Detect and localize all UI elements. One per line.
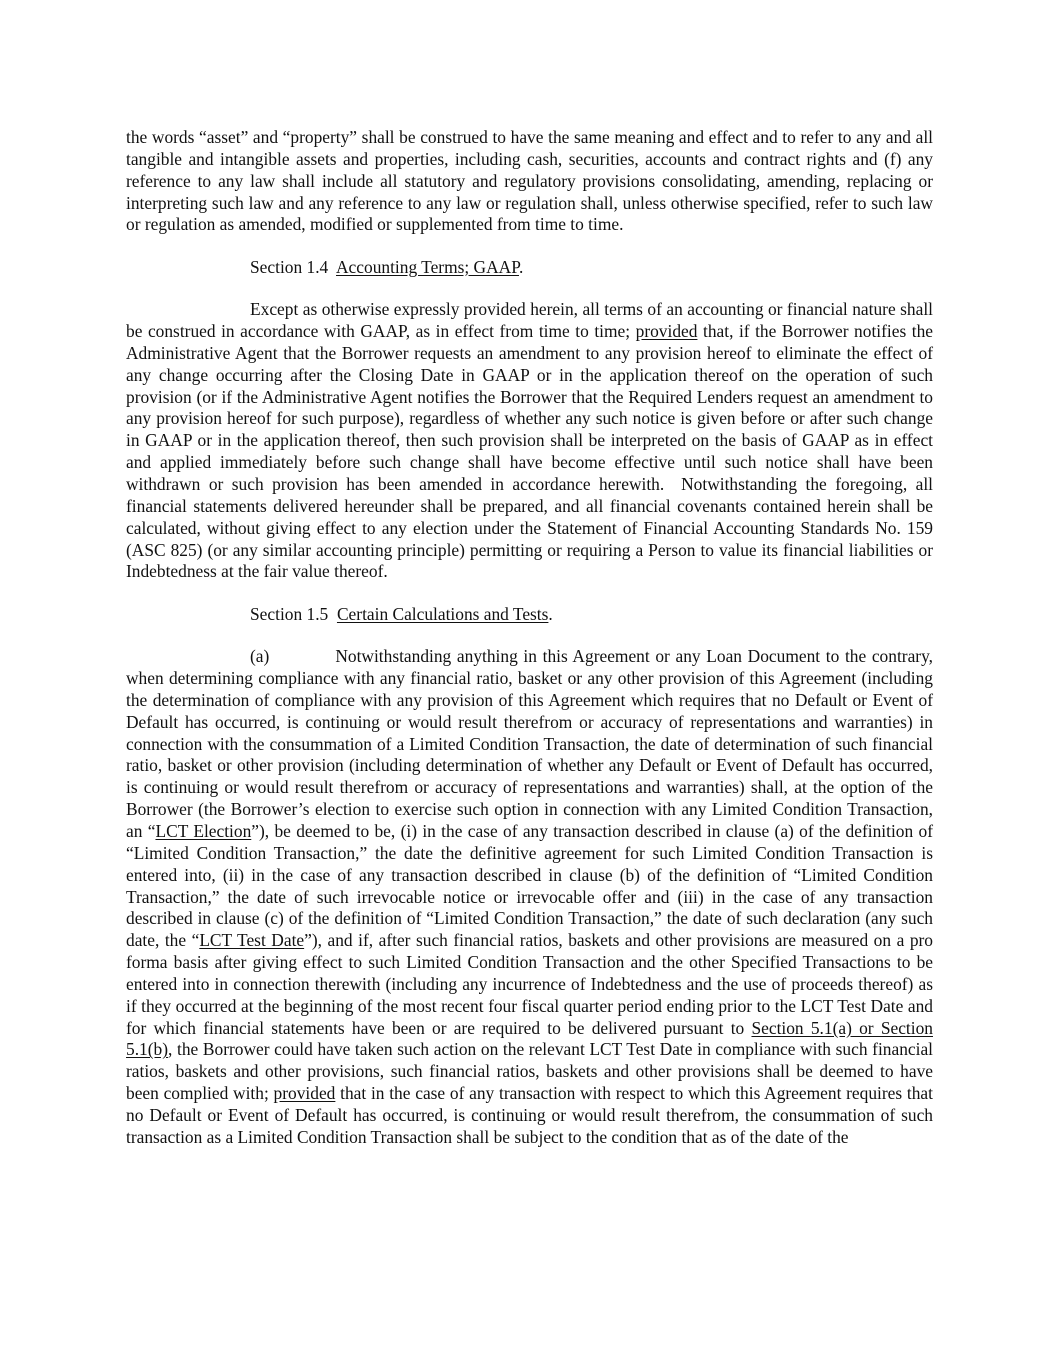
section-1-5-heading bbox=[250, 604, 933, 626]
section-1-5-clause-a bbox=[126, 646, 933, 1148]
clause-a-part-2: ”), be deemed to be, (i) in the case of any transaction described in clause (a) of the definition of “Limited Condition Transaction,” the date the definitive agreement for such Limited Condition Transaction is entered into, (ii) in the case of any transaction described in clause (b) of the definition of “Limited Condition Transaction,” the date of such irrevocable notice or irrevocable offer and (iii) in the case of any transaction described in clause (c) of the definition of “Limited Condition Transaction,” the date of such declaration (any such date, the “ bbox=[126, 821, 933, 951]
lct-test-date-term: LCT Test Date bbox=[199, 930, 305, 951]
section-1-4-number: Section 1.4 bbox=[250, 256, 329, 277]
section-1-5-number: Section 1.5 bbox=[250, 603, 329, 624]
section-1-5-title: Certain Calculations and Tests bbox=[336, 603, 549, 624]
section-1-4-body bbox=[126, 299, 933, 583]
clause-a-provided: provided bbox=[273, 1083, 336, 1104]
section-1-4-heading bbox=[250, 257, 933, 279]
clause-a-part-1: Notwithstanding anything in this Agreement or any Loan Document to the contrary, when determining compliance with any financial ratio, basket or any other provision of this Agreement (including the determination of compliance with any provision of this Agreement which requires that no Default or Event of Default has occurred, is continuing or would result therefrom or accuracy of representations and warranties) in connection with the consummation of a Limited Condition Transaction, the date of determination of such financial ratio, basket or other provision (including determination of whether any Default or Event of Default has occurred, is continuing or would result therefrom or accuracy of representations and warranties) shall, at the option of the Borrower (the Borrower’s election to exercise such option in connection with any Limited Condition Transaction, an “ bbox=[126, 646, 933, 841]
document-page bbox=[126, 127, 933, 1169]
section-1-4-title: Accounting Terms; GAAP bbox=[336, 256, 519, 277]
section-1-4-body-end: that, if the Borrower notifies the Administrative Agent that the Borrower requests an amendment to any provision hereof to eliminate the effect of any change occurring after the Closing Date in GAAP or in the application thereof on the operation of such provision (or if the Administrative Agent notifies the Borrower that the Required Lenders request an amendment to any provision hereof for such purpose), regardless of whether any such notice is given before or after such change in GAAP or in the application thereof, then such provision shall be interpreted on the basis of GAAP as in effect and applied immediately before such change shall have become effective until such notice shall have been withdrawn or such provision has been amended in accordance herewith. Notwithstanding the foregoing, all financial statements delivered hereunder shall be prepared, and all financial covenants contained herein shall be calculated, without giving effect to any election under the Statement of Financial Accounting Standards No. 159 (ASC 825) (or any similar accounting principle) permitting or requiring a Person to value its financial liabilities or Indebtedness at the fair value thereof. bbox=[126, 321, 933, 582]
section-1-4-body-start: Except as otherwise expressly provided herein, all terms of an accounting or financial nature shall be construed in accordance with GAAP, as in effect from time to time; bbox=[126, 299, 933, 342]
section-reference: Section 5.1(a) or Section 5.1(b) bbox=[126, 1017, 933, 1060]
lct-election-term: LCT Election bbox=[155, 821, 252, 841]
section-1-4-period: . bbox=[518, 256, 524, 277]
section-1-4-provided: provided bbox=[635, 321, 698, 342]
section-1-5-period: . bbox=[548, 603, 553, 624]
intro-paragraph: the words “asset” and “property” shall be construed to have the same meaning and effect and to refer to any and all tangible and intangible assets and properties, including cash, securities, accounts and contract rights and (f) any reference to any law shall include all statutory and regulatory provisions consolidating, amending, replacing or interpreting such law and any reference to any law or regulation shall, unless otherwise specified, refer to such law or regulation as amended, modified or supplemented from time to time. bbox=[126, 127, 933, 235]
clause-a-part-5: that in the case of any transaction with respect to which this Agreement requires that no Default or Event of Default has occurred, is continuing or would result therefrom, the consummation of such transaction as a Limited Condition Transaction shall be subject to the condition that as of the date of the bbox=[126, 1083, 933, 1147]
clause-a-part-3: ”), and if, after such financial ratios, baskets and other provisions are measured on a pro forma basis after giving effect to such Limited Condition Transaction and the other Specified Transactions to be entered into in connection therewith (including any incurrence of Indebtedness and the use of proceeds thereof) as if they occurred at the beginning of the most recent four fiscal quarter period ending prior to the LCT Test Date and for which financial statements have been or are required to be delivered pursuant to bbox=[126, 930, 933, 1038]
clause-a-part-4: , the Borrower could have taken such action on the relevant LCT Test Date in compliance with such financial ratios, baskets and other provisions, such financial ratios, baskets and other provisions shall be deemed to have been complied with; bbox=[126, 1039, 933, 1104]
clause-a-label: (a) bbox=[250, 646, 270, 667]
